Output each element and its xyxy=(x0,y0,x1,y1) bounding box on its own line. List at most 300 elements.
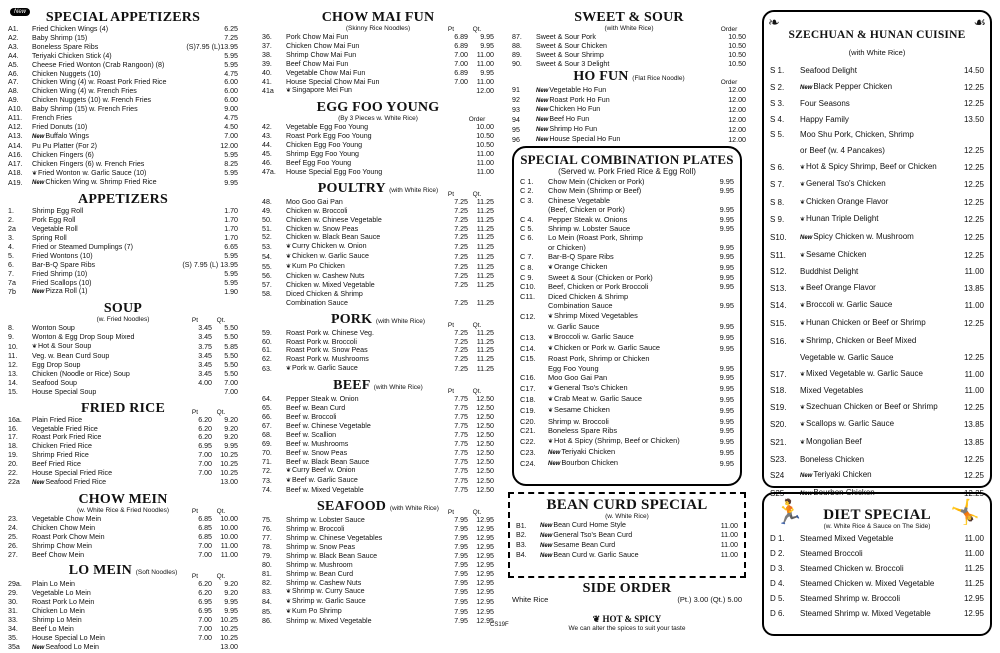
item-price: 12.00 xyxy=(728,105,746,114)
price-qt: 11.25 xyxy=(476,364,494,373)
item-price: 13.85 xyxy=(963,420,984,430)
price-pt: 7.75 xyxy=(454,466,468,475)
price-pt: 7.75 xyxy=(454,430,468,439)
menu-item-row xyxy=(262,42,494,51)
menu-item-row xyxy=(8,61,238,70)
item-code: B4. xyxy=(516,551,527,560)
item-prices xyxy=(186,616,238,625)
item-code: 40. xyxy=(262,68,272,77)
item-name-text: Singapore Mei Fun xyxy=(292,86,352,95)
item-name-text: Hunan Chicken or Beef or Shrimp xyxy=(806,317,926,327)
item-name xyxy=(32,87,224,96)
item-code: C18. xyxy=(520,394,536,404)
combination-list xyxy=(520,177,734,470)
pt-label: Pt xyxy=(447,190,455,198)
price-qt: 11.00 xyxy=(476,77,494,86)
price-pt: 3.45 xyxy=(198,361,212,369)
item-name xyxy=(540,541,721,551)
menu-item-row xyxy=(520,405,734,416)
item-name xyxy=(32,70,224,79)
price-pt: 7.25 xyxy=(454,242,468,251)
price-qt: 10.00 xyxy=(220,523,238,532)
item-prices xyxy=(442,338,494,347)
item-name-text: Shrimp w. Cashew Nuts xyxy=(286,578,362,587)
item-price: 9.95 xyxy=(719,416,734,426)
item-name xyxy=(32,533,186,542)
new-badge-icon: New xyxy=(536,137,549,144)
item-code: C21. xyxy=(520,426,536,436)
item-name-text: Vegetable Chow Mai Fun xyxy=(286,68,366,77)
price-pt: 7.25 xyxy=(454,252,468,261)
item-price: 13.85 xyxy=(963,438,984,448)
item-name xyxy=(286,449,442,458)
item-name-text: Bar-B-Q Spare Ribs xyxy=(32,260,96,269)
price-pt: 7.95 xyxy=(454,542,468,551)
item-name xyxy=(800,399,964,417)
item-name-text: Sweet & Sour Chicken xyxy=(536,41,607,50)
item-price: 5.95 xyxy=(224,278,238,287)
item-prices xyxy=(186,379,238,388)
price-qt: 11.25 xyxy=(476,280,494,289)
hot-pepper-icon: ❦ xyxy=(548,385,554,392)
menu-item-row xyxy=(8,96,238,105)
menu-item-row xyxy=(262,272,494,281)
item-code: D 4. xyxy=(770,579,785,588)
item-prices xyxy=(186,643,238,652)
item-code: 41. xyxy=(262,77,272,86)
menu-item-row xyxy=(262,486,494,495)
item-name xyxy=(800,350,964,366)
item-price: 11.00 xyxy=(720,531,738,540)
price-pt: 7.75 xyxy=(454,395,468,404)
item-name xyxy=(548,177,720,186)
price-qt: 5.50 xyxy=(224,324,238,333)
price-qt: 11.25 xyxy=(476,242,494,251)
item-name xyxy=(548,301,720,310)
hot-pepper-icon: ❦ xyxy=(548,313,554,320)
price-pt: 6.85 xyxy=(198,514,212,523)
menu-item-row xyxy=(520,354,734,363)
item-name xyxy=(548,364,720,373)
item-code: 26. xyxy=(8,541,18,550)
price-qt: 11.25 xyxy=(476,215,494,224)
item-name-text: Fried Wontons (10) xyxy=(32,251,93,260)
item-name xyxy=(286,281,442,290)
menu-item-row xyxy=(8,542,238,551)
item-name xyxy=(32,287,224,297)
menu-item-row xyxy=(8,352,238,361)
item-price: (S) 7.95 (L) 13.95 xyxy=(182,260,238,269)
item-code: 14. xyxy=(8,378,18,387)
menu-item-row xyxy=(770,63,984,79)
menu-item-row xyxy=(8,270,238,279)
menu-item-row xyxy=(262,422,494,431)
menu-item-row xyxy=(520,215,734,224)
item-code: C13. xyxy=(520,332,536,342)
item-price: 7.25 xyxy=(224,33,238,42)
item-name-text: Shrimp w. Lobster Sauce xyxy=(548,224,631,234)
item-name-text: Sweet & Sour (Chicken or Pork) xyxy=(548,273,653,283)
item-name-text: Chicken w. Garlic Sauce xyxy=(292,252,369,261)
item-name-text: Bar-B-Q Spare Ribs xyxy=(548,252,614,262)
menu-item-row xyxy=(8,524,238,533)
item-code: C 7. xyxy=(520,252,534,262)
item-prices xyxy=(442,69,494,78)
item-name-text: Chow Mein (Chicken or Pork) xyxy=(548,177,645,186)
menu-item-row xyxy=(770,546,984,561)
price-qt: 12.50 xyxy=(476,439,494,448)
appetizers-list xyxy=(8,207,238,297)
item-name-text: Beef Chow Mein xyxy=(32,550,85,559)
item-name xyxy=(32,123,224,132)
item-name xyxy=(286,168,477,177)
item-name-text: Vegetable Fried Rice xyxy=(32,424,98,433)
item-prices xyxy=(186,343,238,352)
item-name-text: Beef w. Mushrooms xyxy=(286,439,349,448)
item-price: 12.25 xyxy=(963,318,984,328)
menu-item-row xyxy=(8,324,238,333)
item-name-text: Shrimp w. Mixed Vegetable xyxy=(286,617,372,626)
item-price: 12.95 xyxy=(963,609,984,618)
menu-item-row xyxy=(8,169,238,179)
item-name xyxy=(536,60,728,69)
item-prices xyxy=(186,478,238,487)
menu-item-row xyxy=(520,322,734,331)
price-qt: 10.25 xyxy=(220,624,238,633)
item-name-text: Roast Pork w. Mushrooms xyxy=(286,355,369,364)
item-name-text: Wonton Soup xyxy=(32,324,75,333)
new-badge-icon: New xyxy=(536,107,549,114)
item-price: 11.00 xyxy=(476,158,494,167)
item-name-text: Kum Po Shrimp xyxy=(292,607,342,616)
price-qt: 12.50 xyxy=(476,466,494,475)
item-price: 9.95 xyxy=(719,301,734,311)
price-qt: 11.25 xyxy=(476,252,494,261)
new-badge-icon: New xyxy=(548,461,561,468)
menu-item-row xyxy=(8,451,238,460)
item-name-text: Bourbon Chicken xyxy=(561,458,619,468)
menu-item-row xyxy=(520,233,734,242)
item-code: S 5. xyxy=(770,130,785,140)
item-prices xyxy=(442,253,494,262)
item-name xyxy=(286,516,442,525)
menu-item-row xyxy=(770,143,984,159)
special-appetizers-list xyxy=(8,25,238,188)
menu-item-row xyxy=(520,364,734,373)
item-price: 9.95 xyxy=(719,426,734,436)
item-name-text: Beef w. Broccoli xyxy=(286,413,337,421)
item-name-text: Shrimp Mixed Vegetables xyxy=(554,310,638,320)
menu-item-row xyxy=(512,42,746,51)
item-code: C 5. xyxy=(520,224,534,234)
item-prices xyxy=(442,346,494,355)
price-pt: 7.00 xyxy=(198,451,212,460)
item-code: S10. xyxy=(770,232,787,242)
item-name-text: Steamed Mixed Vegetable xyxy=(800,534,894,543)
item-code: 41a xyxy=(262,86,274,95)
item-name-text: Mongolian Beef xyxy=(806,437,862,447)
pork-subtitle: (with White Rice) xyxy=(375,317,426,325)
item-prices xyxy=(442,355,494,364)
item-price: 12.25 xyxy=(963,488,984,498)
item-code: S15. xyxy=(770,318,787,328)
new-badge-icon: New xyxy=(540,552,553,559)
price-pt: 7.00 xyxy=(198,550,212,559)
item-price: 9.95 xyxy=(719,332,734,342)
item-code: 45. xyxy=(262,150,272,159)
item-prices xyxy=(186,598,238,607)
menu-item-row xyxy=(8,515,238,524)
combination-subtitle: (Served w. Pork Fried Rice & Egg Roll) xyxy=(558,167,696,176)
new-badge-icon: New xyxy=(800,234,813,241)
menu-item-row xyxy=(516,521,738,531)
item-name-text: Scallops w. Garlic Sauce xyxy=(806,419,895,429)
item-name xyxy=(286,338,442,347)
item-name-text: Curry Beef w. Onion xyxy=(292,466,356,475)
price-pt: 7.95 xyxy=(454,525,468,534)
item-name xyxy=(800,96,964,112)
item-code: 33. xyxy=(8,616,18,625)
menu-item-row xyxy=(8,598,238,607)
item-name xyxy=(32,607,186,616)
item-code: 96 xyxy=(512,135,520,144)
menu-item-row xyxy=(520,273,734,282)
item-name-text: Orange Chicken xyxy=(554,261,608,271)
menu-item-row xyxy=(8,533,238,542)
item-prices xyxy=(442,78,494,87)
item-name-text: Moo Goo Gai Pan xyxy=(286,197,343,206)
column-3 xyxy=(512,10,746,145)
hot-pepper-icon: ❦ xyxy=(548,438,554,445)
item-name-text: Shrimp w. Broccoli xyxy=(548,416,609,426)
beef-title: BEEF (with White Rice) xyxy=(333,378,423,394)
item-price: 11.00 xyxy=(964,267,984,277)
menu-item-row xyxy=(8,580,238,589)
item-code: 24. xyxy=(8,523,18,532)
item-prices xyxy=(442,281,494,290)
qt-label: Qt. xyxy=(472,190,482,198)
item-code: C 2. xyxy=(520,186,534,196)
item-code: C19. xyxy=(520,406,536,416)
qt-label: Qt. xyxy=(472,26,482,33)
item-name-text: General Tso's Chicken xyxy=(806,179,886,189)
chow-mein-title: CHOW MEIN xyxy=(78,491,168,507)
item-name xyxy=(800,546,965,561)
item-prices xyxy=(442,395,494,404)
menu-item-row xyxy=(262,329,494,338)
menu-item-row xyxy=(770,366,984,384)
price-pt: 3.75 xyxy=(198,342,212,351)
price-qt: 11.25 xyxy=(476,346,494,355)
menu-item-row xyxy=(262,207,494,216)
menu-item-row xyxy=(512,51,746,60)
item-code: S18. xyxy=(770,386,787,396)
item-name-text: Sesame Chicken xyxy=(554,405,610,415)
item-code: C 1. xyxy=(520,177,534,186)
menu-item-row xyxy=(520,426,734,435)
item-price: 12.00 xyxy=(728,115,746,124)
price-qt: 12.50 xyxy=(476,486,494,495)
item-price: 10.50 xyxy=(728,50,746,59)
item-name xyxy=(286,607,442,617)
item-prices xyxy=(442,552,494,561)
item-prices xyxy=(442,272,494,281)
item-code: S23. xyxy=(770,454,787,464)
item-code: A5. xyxy=(8,60,19,69)
menu-item-row xyxy=(516,551,738,561)
item-prices xyxy=(442,579,494,588)
menu-item-row xyxy=(520,373,734,382)
menu-item-row xyxy=(770,434,984,452)
item-name-text: Chicken w. Mixed Vegetable xyxy=(286,280,375,289)
item-code: S 3. xyxy=(770,99,785,109)
item-name-text: Buddhist Delight xyxy=(800,267,859,277)
item-name xyxy=(800,315,964,333)
menu-item-row xyxy=(8,261,238,270)
hot-pepper-icon: ❦ xyxy=(800,199,806,206)
item-prices xyxy=(442,51,494,60)
item-name xyxy=(32,225,224,234)
price-qt: 9.20 xyxy=(224,433,238,442)
item-prices xyxy=(442,608,494,617)
item-name xyxy=(286,534,442,543)
item-prices xyxy=(442,516,494,525)
item-prices xyxy=(442,216,494,225)
item-name xyxy=(548,233,734,242)
item-name xyxy=(800,264,965,280)
menu-item-row xyxy=(8,160,238,169)
menu-item-row xyxy=(262,440,494,449)
item-name xyxy=(286,329,442,338)
item-code: 22. xyxy=(8,469,18,478)
item-code: S17. xyxy=(770,369,787,379)
price-pt: 7.75 xyxy=(454,457,468,466)
item-prices xyxy=(186,442,238,451)
menu-item-row xyxy=(8,287,238,297)
item-code: 75. xyxy=(262,516,272,525)
item-code: 4. xyxy=(8,242,14,251)
item-code: 77. xyxy=(262,533,272,542)
menu-item-row xyxy=(520,447,734,458)
item-name xyxy=(32,243,224,252)
soup-subtitle: (w. Fried Noodles) xyxy=(96,316,150,324)
menu-item-row xyxy=(262,60,494,69)
item-price: 9.95 xyxy=(719,214,734,224)
item-name-text: Chicken Nuggets (10) xyxy=(32,69,101,78)
item-name xyxy=(540,521,721,531)
hot-spicy-label: HOT & SPICY xyxy=(602,614,662,624)
item-name xyxy=(32,580,186,589)
item-name-text: Boneless Chicken xyxy=(800,454,865,464)
item-name xyxy=(286,404,442,413)
item-code: 69. xyxy=(262,439,272,448)
item-prices xyxy=(186,524,238,533)
item-prices xyxy=(442,431,494,440)
item-name xyxy=(32,160,224,169)
item-name-text: Chicken Fingers (6) w. French Fries xyxy=(32,159,145,168)
item-price: 9.95 xyxy=(719,224,734,234)
hot-pepper-icon: ❦ xyxy=(286,609,292,616)
item-price: 6.25 xyxy=(224,25,238,33)
item-code: S25 xyxy=(770,488,785,498)
price-qt: 9.95 xyxy=(224,607,238,616)
item-name-text: Sweet & Sour 3 Delight xyxy=(536,59,610,68)
item-prices xyxy=(442,449,494,458)
item-prices xyxy=(186,388,238,397)
menu-item-row xyxy=(520,262,734,273)
item-price: 12.25 xyxy=(963,82,984,92)
price-qt: 5.85 xyxy=(224,342,238,351)
item-name xyxy=(32,433,186,442)
item-name xyxy=(800,211,964,229)
menu-item-row xyxy=(8,279,238,288)
item-code: 46. xyxy=(262,158,272,167)
hot-pepper-icon: ❦ xyxy=(800,404,806,411)
item-code: 63. xyxy=(262,364,272,373)
print-code: CS19F xyxy=(490,622,509,628)
item-code: 10. xyxy=(8,342,18,351)
item-name-text: Chicken Wing (4) w. Roast Pork Fried Rice xyxy=(32,78,167,87)
menu-item-row xyxy=(8,469,238,478)
new-badge-icon: New xyxy=(540,542,553,549)
item-name-text: Steamed Chicken w. Mixed Vegetable xyxy=(800,579,935,588)
menu-item-row xyxy=(770,383,984,399)
pt-label: Pt xyxy=(447,26,455,33)
price-qt: 12.50 xyxy=(476,404,494,413)
item-name-text: Sweet & Sour Shrimp xyxy=(536,50,604,59)
item-code: 29a. xyxy=(8,580,22,589)
menu-item-row xyxy=(262,395,494,404)
item-code: 15. xyxy=(8,387,18,396)
item-code: 86. xyxy=(262,617,272,626)
item-prices xyxy=(186,352,238,361)
item-name xyxy=(548,224,720,233)
item-prices xyxy=(442,299,494,308)
item-price: 6.00 xyxy=(224,78,238,87)
price-qt: 11.00 xyxy=(476,59,494,68)
menu-item-row xyxy=(262,51,494,60)
item-name xyxy=(800,383,965,399)
new-badge-icon: New xyxy=(32,133,45,140)
item-name xyxy=(32,34,224,43)
menu-item-row xyxy=(770,333,984,351)
item-name xyxy=(800,127,984,143)
item-price: 12.00 xyxy=(728,125,746,134)
item-prices xyxy=(186,370,238,379)
menu-item-row xyxy=(512,60,746,69)
item-code: 34. xyxy=(8,624,18,633)
appetizers-title: APPETIZERS xyxy=(78,192,168,208)
menu-item-row xyxy=(520,224,734,233)
item-name xyxy=(286,86,442,96)
new-badge-icon: New xyxy=(32,644,45,651)
item-prices xyxy=(442,225,494,234)
menu-item-row xyxy=(262,69,494,78)
item-price: 9.95 xyxy=(719,273,734,283)
szechuan-subtitle: (with White Rice) xyxy=(848,48,906,57)
item-name-text: Bean Curd w. Garlic Sauce xyxy=(553,550,639,559)
item-price: 12.25 xyxy=(963,99,984,109)
beef-subtitle: (with White Rice) xyxy=(373,384,423,392)
item-name-text: Boneless Spare Ribs xyxy=(548,426,618,436)
hot-pepper-icon: ❦ xyxy=(800,338,806,345)
item-prices xyxy=(186,515,238,524)
item-name-text: House Special Ho Fun xyxy=(549,135,621,144)
item-name xyxy=(32,324,186,333)
item-name xyxy=(548,417,720,426)
item-price: 1.70 xyxy=(224,207,238,216)
item-name-text: Buffalo Wings xyxy=(45,131,89,140)
